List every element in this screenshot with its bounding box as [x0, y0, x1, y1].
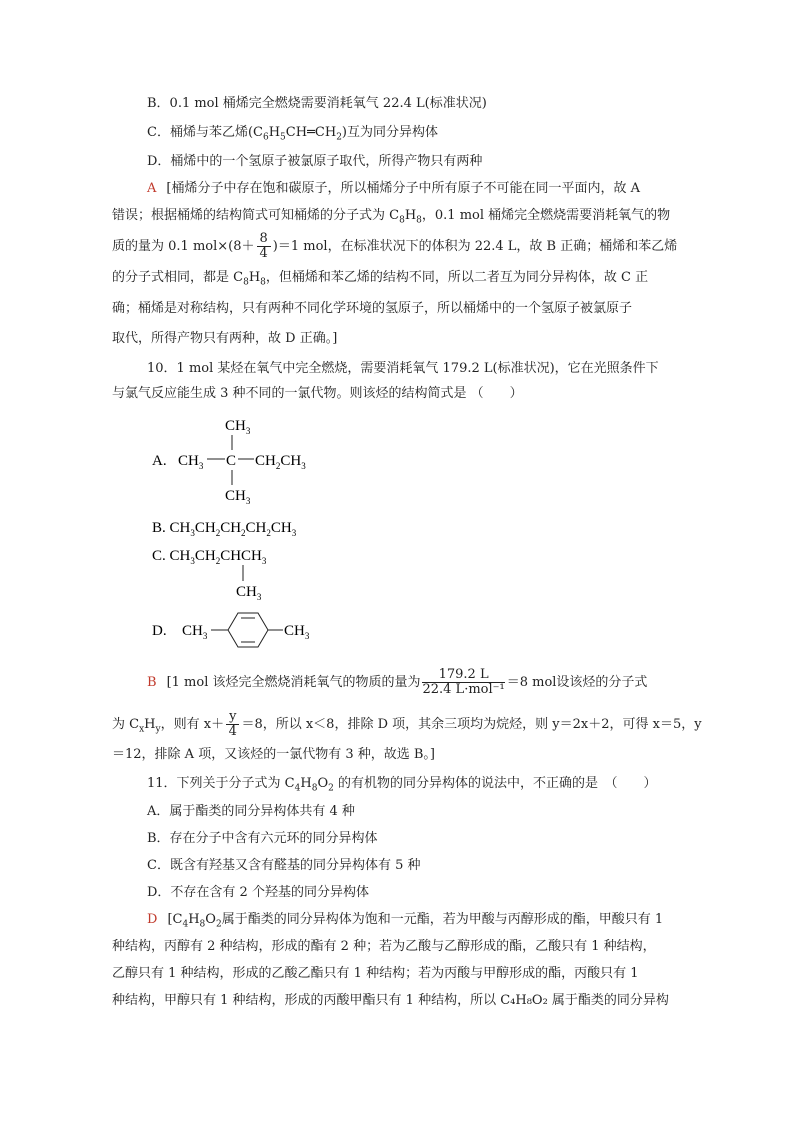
q11-explanation-line4: 种结构，甲醇只有 1 种结构，形成的丙酸甲酯只有 1 种结构，所以 C₄H₈O₂ 属于酯类的同分异构 — [112, 993, 669, 1008]
svg-text:CH3: $CH_3$ — [284, 623, 310, 641]
q10-explanation-line1: B [1 mol 该烃完全燃烧消耗氧气的物质的量为 $\frac{179.2 L}{\text{22.4 L·mol⁻¹}}$ ＝8 mol设该烃的分子式 — [147, 667, 648, 697]
svg-text:CH3: $CH_3$ — [182, 623, 208, 641]
q9-fraction: $\frac{8}{4}$ — [257, 232, 271, 261]
q10-option-c-structure — [150, 543, 340, 605]
q11-explanation-line2: 种结构，丙醇有 2 种结构，形成的酯有 2 种；若为乙酸与乙醇形成的酯，乙酸只有 1 种结构， — [112, 939, 656, 954]
q9-option-d: D．桶烯中的一个氢原子被氯原子取代，所得产物只有两种 — [147, 154, 483, 169]
svg-text:D.: D. — [152, 623, 167, 639]
svg-text:C: C — [226, 453, 237, 469]
svg-text:CH3: $CH_3$ — [225, 418, 251, 436]
svg-text:CH2CH3: $CH_2CH_3$ — [255, 453, 306, 471]
q9-explanation-line3: 质的量为 0.1 mol×(8＋ $\frac{8}{4}$ )＝1 mol，在标准状况下的体积为 22.4 L，故 B 正确；桶烯和苯乙烯 — [112, 231, 678, 261]
q10-option-a-structure — [150, 408, 340, 513]
svg-text:B. CH3CH2CH2CH2CH3: B. $CH_3CH_2CH_2CH_2CH_3$ — [152, 520, 297, 538]
q10-stem-line2: 与氯气反应能生成 3 种不同的一氯代物。则该烃的结构简式是 （ ） — [112, 386, 523, 401]
q11-option-b: B．存在分子中含有六元环的同分异构体 — [147, 831, 378, 846]
svg-text:CH3: $CH_3$ — [178, 453, 204, 471]
q9-option-b: B．0.1 mol 桶烯完全燃烧需要消耗氧气 22.4 L(标准状况) — [147, 96, 487, 111]
q11-answer: D — [147, 912, 158, 927]
q9-option-c: C．桶烯与苯乙烯$(C_6H_5CH═CH_2)$互为同分异构体 — [147, 125, 438, 143]
q9-explanation-line1: A [桶烯分子中存在饱和碳原子，所以桶烯分子中所有原子不可能在同一平面内，故 A — [147, 181, 640, 196]
q10-option-d-structure — [150, 608, 340, 654]
svg-text:A.: A. — [152, 453, 167, 469]
q11-option-a: A．属于酯类的同分异构体共有 4 种 — [147, 804, 355, 819]
q11-explanation-line1: D [$C_4H_8O_2$属于酯类的同分异构体为饱和一元酯，若为甲酸与丙醇形成的酯，甲酸只有 1 — [147, 912, 664, 930]
q11-explanation-line3: 乙醇只有 1 种结构，形成的乙酸乙酯只有 1 种结构；若为丙酸与甲醇形成的酯，丙酸只有 1 — [112, 966, 639, 981]
q11-option-c: C．既含有羟基又含有醛基的同分异构体有 5 种 — [147, 858, 421, 873]
svg-text:CH3: $CH_3$ — [236, 584, 262, 602]
svg-text:CH3: $CH_3$ — [225, 488, 251, 506]
q9-explanation-line6: 取代，所得产物只有两种，故 D 正确。] — [112, 331, 338, 346]
q10-explanation-line3: ＝12，排除 A 项，又该烃的一氯代物有 3 种，故选 B。] — [112, 747, 435, 762]
q10-stem-line1: 10．1 mol 某烃在氧气中完全燃烧，需要消耗氧气 179.2 L(标准状况)，它在光照条件下 — [147, 361, 659, 376]
q10-fraction-1: $\frac{179.2 L}{\text{22.4 L·mol⁻¹}}$ — [422, 667, 505, 697]
q10-explanation-line2: 为 $C_xH_y$，则有 x＋ $\frac{y}{4}$ ＝8，所以 x＜8，排除 D 项，其余三项均为烷烃，则 y＝2x＋2，可得 x＝5，y — [112, 709, 702, 739]
svg-text:C. CH3CH2CHCH3: C. $CH_3CH_2CHCH_3$ — [152, 548, 267, 566]
q11-stem: 11．下列关于分子式为 $C_4H_8O_2$ 的有机物的同分异构体的说法中，不正确的是 （ ） — [147, 776, 657, 794]
q10-option-b-structure — [150, 515, 340, 540]
q9-explanation-line2: 错误；根据桶烯的结构简式可知桶烯的分子式为 $C_8H_8$，0.1 mol 桶烯完全燃烧需要消耗氧气的物 — [112, 208, 671, 226]
q9-explanation-line5: 确；桶烯是对称结构，只有两种不同化学环境的氢原子，所以桶烯中的一个氢原子被氯原子 — [112, 301, 633, 316]
q11-option-d: D．不存在含有 2 个羟基的同分异构体 — [147, 885, 369, 900]
q10-answer: B — [147, 675, 157, 690]
q10-fraction-2: $\frac{y}{4}$ — [226, 710, 239, 739]
q9-answer: A — [147, 181, 157, 196]
q9-explanation-line4: 的分子式相同，都是 $C_8H_8$，但桶烯和苯乙烯的结构不同，所以二者互为同分异构体，故 C 正 — [112, 270, 649, 288]
